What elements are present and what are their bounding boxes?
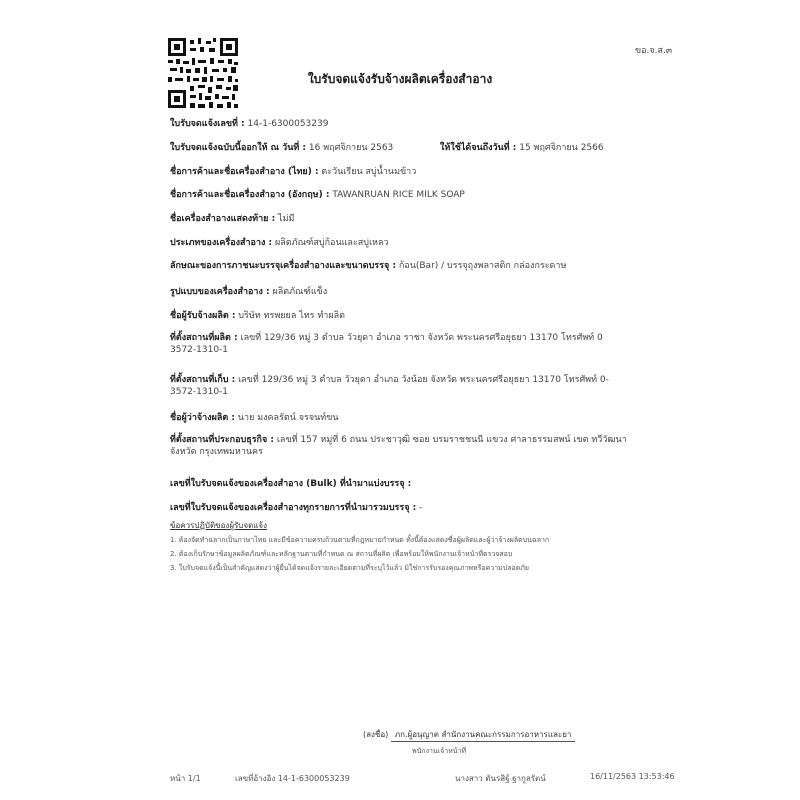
page-title: ใบรับจดแจ้งรับจ้างผลิตเครื่องสำอาง — [307, 72, 493, 86]
field-label: ชื่อการค้าและชื่อเครื่องสำอาง (อังกฤษ) : — [170, 190, 330, 200]
field-trade-name-th — [170, 166, 416, 178]
field-label: รูปแบบของเครื่องสำอาง : — [170, 287, 270, 297]
field-label: ลักษณะของการภาชนะบรรจุเครื่องสำอางและขนาดบรรจุ : — [170, 261, 396, 271]
field-value: 15 พฤศจิกายน 2566 — [519, 143, 604, 153]
field-label: ชื่อผู้รับจ้างผลิต : — [170, 311, 236, 321]
field-value: เลขที่ 129/36 หมู่ 3 ตำบล วัวยุดา อำเภอ วังน้อย จังหวัด พระนครศรีอยุธยา 13170 โทรศัพท์ 0-3572-1310-1 — [170, 375, 609, 397]
field-label: ใบรับจดแจ้งเลขที่ : — [170, 119, 245, 129]
note-item: 1. ต้องจัดทำฉลากเป็นภาษาไทย และมีข้อความครบถ้วนตามที่กฎหมายกำหนด ทั้งนี้ต้องแสดงชื่อผู้ผลิตและผู้ว่าจ้างผลิตบนฉลาก — [170, 536, 550, 544]
footer-timestamp: 16/11/2563 13:53:46 — [590, 772, 675, 781]
field-label: ชื่อผู้ว่าจ้างผลิต : — [170, 413, 235, 423]
field-value: 16 พฤศจิกายน 2563 — [308, 143, 394, 153]
footer-officer: นางสาว ตันรสิฐ์ ฐากูลรัตน์ — [455, 774, 546, 783]
field-value: บริษัท ทรพยยล ไทร ทำผลิต — [238, 311, 345, 321]
footer-page: หน้า 1/1 — [170, 774, 201, 783]
field-factory-address — [170, 332, 630, 356]
field-bulk-supplier-no — [170, 502, 422, 514]
field-value: 14-1-6300053239 — [247, 119, 329, 129]
field-label: ชื่อการค้าและชื่อเครื่องสำอาง (ไทย) : — [170, 167, 319, 177]
field-product-type — [170, 237, 389, 249]
signature-block — [363, 728, 575, 742]
field-issue-date — [170, 142, 393, 154]
field-label: ใบรับจดแจ้งฉบับนี้ออกให้ ณ วันที่ : — [170, 143, 307, 153]
note-item: 2. ต้องเก็บรักษาข้อมูลผลิตภัณฑ์และหลักฐานตามที่กำหนด ณ สถานที่ผลิต เพื่อพร้อมให้พนักงานเจ้าหน้าที่ตรวจสอบ — [170, 550, 513, 558]
field-label: ที่ตั้งสถานที่ประกอบธุรกิจ : — [170, 435, 274, 445]
notes-list — [170, 533, 630, 575]
field-packaging — [170, 260, 566, 272]
field-value: เลขที่ 129/36 หมู่ 3 ตำบล วัวยุดา อำเภอ ราชา จังหวัด พระนครศรีอยุธยา 13170 โทรศัพท์ 0 3572-1310-1 — [170, 333, 603, 355]
field-value: ผลิตภัณฑ์แข็ง — [272, 287, 328, 297]
field-label: ประเภทของเครื่องสำอาง : — [170, 238, 273, 248]
note-item: 3. ใบรับจดแจ้งนี้เป็นสำคัญแสดงว่าผู้ยื่นได้จดแจ้งรายละเอียดตามที่ระบุไว้แล้ว มิใช่การรับรองคุณภาพหรือความปลอดภัย — [170, 564, 529, 572]
field-label: เลขที่ใบรับจดแจ้งของเครื่องสำอางทุกรายการที่นำมารวมบรรจุ : — [170, 503, 417, 513]
signature-title: พนักงานเจ้าหน้าที่ — [412, 747, 467, 755]
field-manufacturer — [170, 310, 345, 322]
field-notification-no — [170, 118, 328, 130]
field-value: - — [419, 503, 423, 513]
field-label: ให้ใช้ได้จนถึงวันที่ : — [440, 143, 517, 153]
field-label: เลขที่ใบรับจดแจ้งของเครื่องสำอาง (Bulk) ที่นำมาแบ่งบรรจุ : — [170, 479, 412, 489]
footer-ref: เลขที่อ้างอิง 14-1-6300053239 — [235, 774, 350, 783]
field-value: ตะวันเรียน สบู่น้ำนมข้าว — [321, 167, 417, 177]
signature-prefix: (ลงชื่อ) — [363, 730, 389, 739]
field-hirer-address — [170, 434, 630, 458]
field-value: ก้อน(Bar) / บรรจุถุงพลาสติก กล่องกระดาษ — [398, 261, 567, 271]
field-label: ที่ตั้งสถานที่ผลิต : — [170, 333, 238, 343]
field-label: ชื่อเครื่องสำอางแสดงท้าย : — [170, 214, 276, 224]
field-trade-name-en — [170, 189, 465, 201]
field-bulk-no — [170, 478, 411, 490]
notes-heading: ข้อควรปฏิบัติของผู้รับจดแจ้ง — [170, 521, 268, 530]
signature-name: ภก.ผู้อนุญาต สำนักงานคณะกรรมการอาหารและยา — [391, 728, 576, 742]
field-value: TAWANRUAN RICE MILK SOAP — [332, 190, 465, 200]
field-form — [170, 286, 327, 298]
field-value: นาย มงคลรัตน์ จรจนท์ขน — [237, 413, 339, 423]
field-valid-until — [440, 142, 604, 154]
field-hirer — [170, 412, 339, 424]
field-label: ที่ตั้งสถานที่เก็บ : — [170, 375, 236, 385]
field-value: ไม่มี — [278, 214, 295, 224]
field-product-variant — [170, 213, 294, 225]
field-storage-address — [170, 374, 630, 398]
field-value: เลขที่ 157 หมู่ที่ 6 ถนน ประชาวุฒิ ซอย บรมราชชนนี แขวง ศาลาธรรมสพน์ เขต ทวีวัฒนา จังหวัด กรุงเทพมหานคร — [170, 435, 627, 457]
form-code: ขอ.จ.ส.๓ — [634, 46, 672, 56]
field-value: ผลิตภัณฑ์สบู่ก้อนและสบู่เหลว — [275, 238, 389, 248]
